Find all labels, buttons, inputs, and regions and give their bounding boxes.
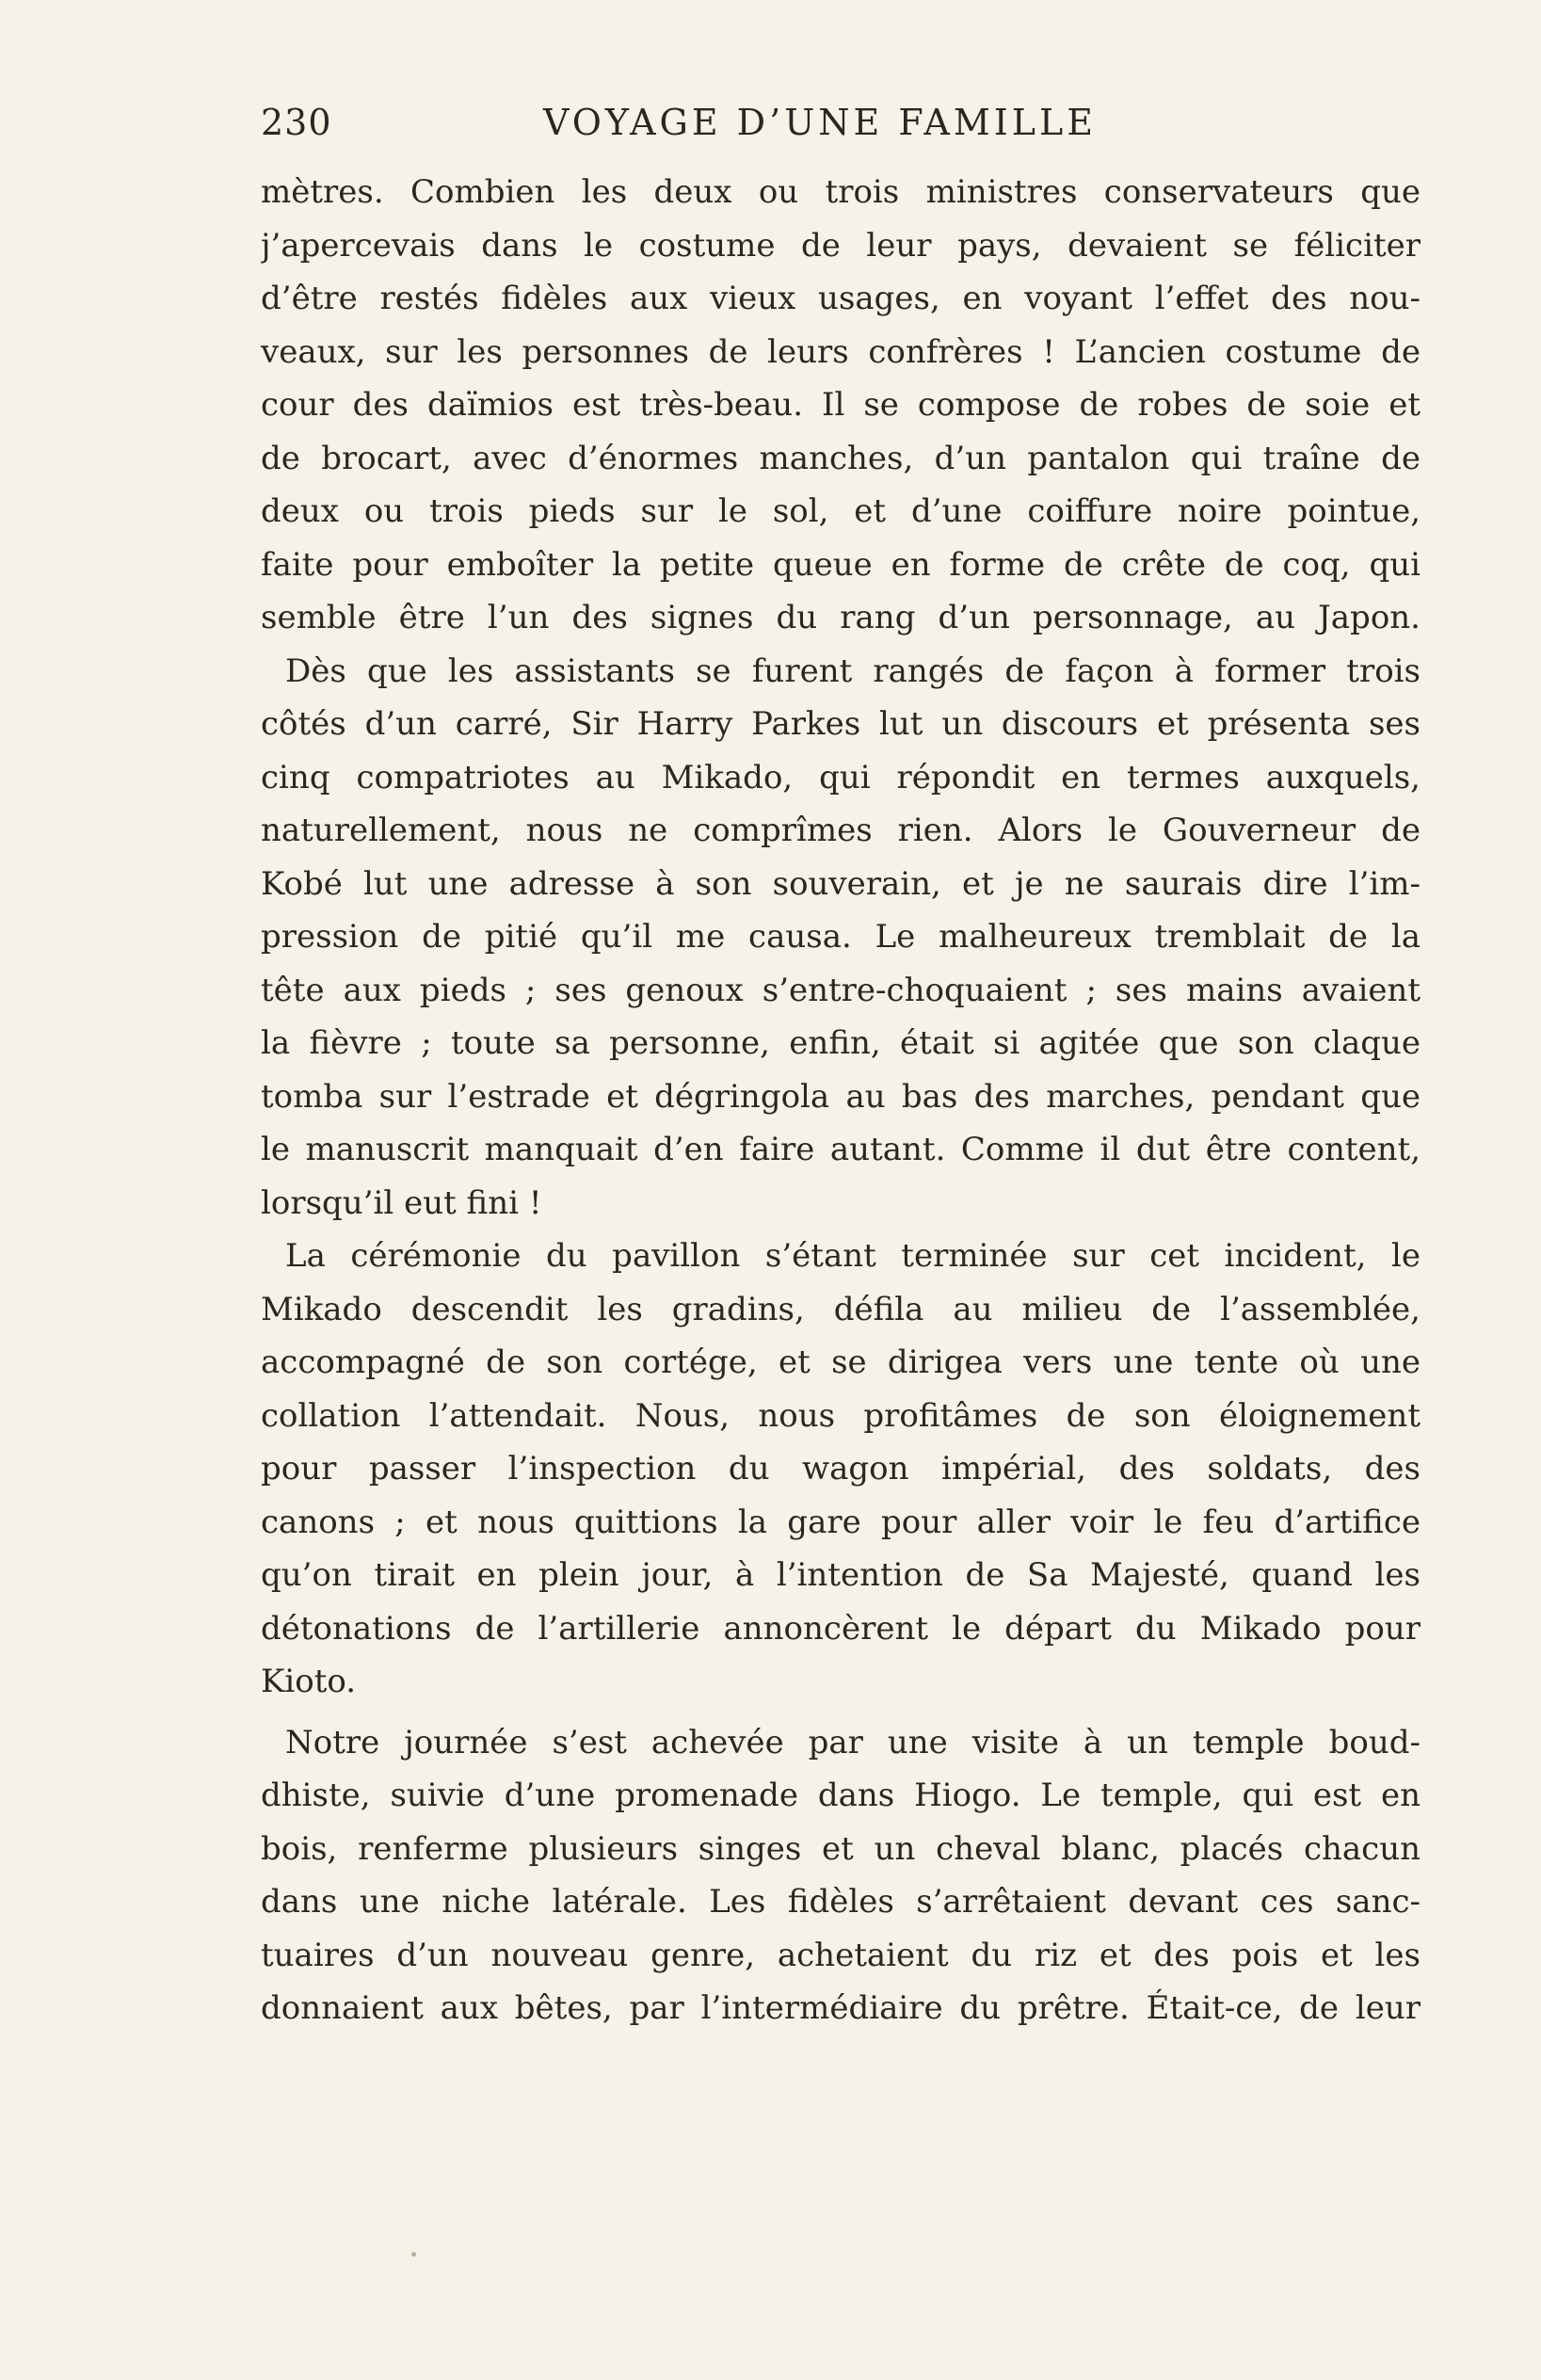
text-line: cinq compatriotes au Mikado, qui répondit en termes auxquels,: [261, 758, 1421, 796]
text-line: qu’on tirait en plein jour, à l’intention de Sa Majesté, quand les: [261, 1556, 1421, 1594]
text-line: d’être restés fidèles aux vieux usages, en voyant l’effet des nou-: [261, 280, 1421, 317]
text-line: dhiste, suivie d’une promenade dans Hiogo. Le temple, qui est en: [261, 1777, 1421, 1814]
paragraph-1: [261, 166, 1421, 645]
paper-speck: [411, 2252, 416, 2257]
text-line: semble être l’un des signes du rang d’un personnage, au Japon.: [261, 599, 1421, 636]
paragraph-spacer: [261, 1709, 1421, 1716]
text-line: bois, renferme plusieurs singes et un cheval blanc, placés chacun: [261, 1829, 1421, 1868]
text-line: pression de pitié qu’il me causa. Le malheureux tremblait de la: [261, 918, 1421, 956]
text-line: pour passer l’inspection du wagon impérial, des soldats, des: [261, 1450, 1421, 1488]
text-line: collation l’attendait. Nous, nous profitâmes de son éloignement: [261, 1396, 1421, 1435]
text-line: faite pour emboîter la petite queue en forme de crête de coq, qui: [261, 545, 1421, 584]
text-line: mètres. Combien les deux ou trois ministres conservateurs que: [261, 173, 1421, 211]
paragraph-2: [261, 645, 1421, 1230]
text-line: de brocart, avec d’énormes manches, d’un pantalon qui traîne de: [261, 439, 1421, 477]
body-text: [261, 166, 1421, 2035]
paragraph-3: [261, 1230, 1421, 1709]
running-title: VOYAGE D’UNE FAMILLE: [543, 102, 1097, 143]
text-line: Mikado descendit les gradins, défila au milieu de l’assemblée,: [261, 1290, 1421, 1328]
text-line: détonations de l’artillerie annoncèrent le départ du Mikado pour: [261, 1609, 1421, 1648]
text-line: tomba sur l’estrade et dégringola au bas des marches, pendant que: [261, 1077, 1421, 1116]
text-line: tuaires d’un nouveau genre, achetaient du riz et des pois et les: [261, 1936, 1421, 1974]
text-line: Kioto.: [261, 1663, 357, 1700]
text-line: cour des daïmios est très-beau. Il se compose de robes de soie et: [261, 386, 1421, 424]
text-line: La cérémonie du pavillon s’étant terminée sur cet incident, le: [285, 1237, 1421, 1275]
text-line: tête aux pieds ; ses genoux s’entre-choquaient ; ses mains avaient: [261, 971, 1421, 1009]
page-header: [261, 94, 1421, 151]
text-line: donnaient aux bêtes, par l’intermédiaire du prêtre. Était-ce, de leur: [261, 1989, 1421, 2027]
text-line: le manuscrit manquait d’en faire autant. Comme il dut être content,: [261, 1131, 1421, 1168]
text-line: j’apercevais dans le costume de leur pays, devaient se féliciter: [261, 226, 1421, 265]
text-line: deux ou trois pieds sur le sol, et d’une coiffure noire pointue,: [261, 492, 1421, 530]
text-line: naturellement, nous ne comprîmes rien. Alors le Gouverneur de: [261, 812, 1421, 849]
text-line: côtés d’un carré, Sir Harry Parkes lut un discours et présenta ses: [261, 705, 1421, 743]
text-line: Kobé lut une adresse à son souverain, et je ne saurais dire l’im-: [261, 864, 1421, 903]
text-line: accompagné de son cortége, et se dirigea vers une tente où une: [261, 1343, 1421, 1381]
page-number: 230: [261, 102, 332, 143]
text-line: canons ; et nous quittions la gare pour aller voir le feu d’artifice: [261, 1503, 1421, 1541]
text-line: la fièvre ; toute sa personne, enfin, était si agitée que son claque: [261, 1024, 1421, 1062]
text-line: veaux, sur les personnes de leurs confrères ! L’ancien costume de: [261, 332, 1421, 371]
paragraph-4: [261, 1716, 1421, 2035]
text-line: lorsqu’il eut fini !: [261, 1183, 542, 1222]
text-line: Notre journée s’est achevée par une visite à un temple boud-: [285, 1723, 1421, 1761]
text-line: dans une niche latérale. Les fidèles s’arrêtaient devant ces sanc-: [261, 1883, 1421, 1921]
text-line: Dès que les assistants se furent rangés de façon à former trois: [285, 651, 1421, 690]
